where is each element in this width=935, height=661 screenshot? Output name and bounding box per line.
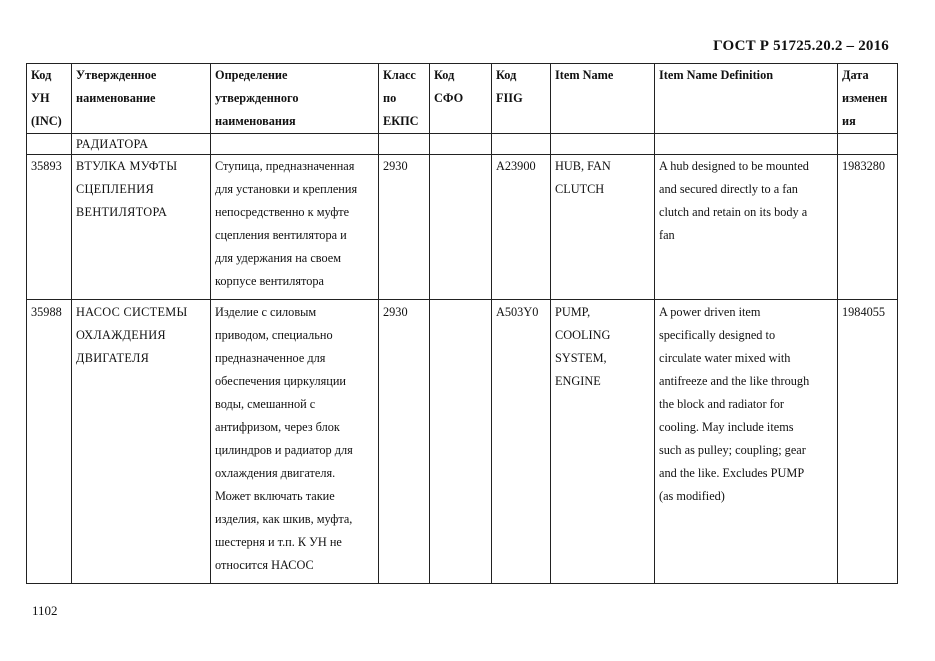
header-fiig: Код FIIG: [492, 64, 551, 134]
cell-item-name: PUMP, COOLING SYSTEM, ENGINE: [551, 300, 655, 584]
cell-class: 2930: [379, 300, 430, 584]
header-date: Дата изменен ия: [838, 64, 898, 134]
header-code: Код УН (INC): [27, 64, 72, 134]
header-definition: Определение утвержденного наименования: [211, 64, 379, 134]
cell-code: [27, 134, 72, 155]
cell-sfo: [430, 300, 492, 584]
cell-fiig: A23900: [492, 155, 551, 300]
cell-item-name: HUB, FAN CLUTCH: [551, 155, 655, 300]
cell-class: 2930: [379, 155, 430, 300]
document-title: ГОСТ Р 51725.20.2 – 2016: [713, 38, 889, 54]
header-item-name-definition: Item Name Definition: [655, 64, 838, 134]
table-row-continuation: [27, 134, 898, 155]
header-sfo: Код СФО: [430, 64, 492, 134]
cell-name: ВТУЛКА МУФТЫ СЦЕПЛЕНИЯ ВЕНТИЛЯТОРА: [72, 155, 211, 300]
cell-sfo: [430, 155, 492, 300]
cell-date: 1984055: [838, 300, 898, 584]
cell-definition: Изделие с силовым приводом, специально предназначенное для обеспечения циркуляции воды, смешанной с антифризом, через блок цилиндров и радиатор для охлаждения двигателя. Может включать такие изделия, как шкив, муфта, шестерня и т.п. К УН не относится НАСОС: [211, 300, 379, 584]
header-approved-name: Утвержденное наименование: [72, 64, 211, 134]
cell-sfo: [430, 134, 492, 155]
cell-code: 35893: [27, 155, 72, 300]
cell-fiig: [492, 134, 551, 155]
page-number: 1102: [32, 603, 58, 618]
cell-definition: Ступица, предназначенная для установки и крепления непосредственно к муфте сцепления вентилятора и для удержания на своем корпусе вентилятора: [211, 155, 379, 300]
cell-date: [838, 134, 898, 155]
cell-name: НАСОС СИСТЕМЫ ОХЛАЖДЕНИЯ ДВИГАТЕЛЯ: [72, 300, 211, 584]
header-item-name: Item Name: [551, 64, 655, 134]
header-class: Класс по ЕКПС: [379, 64, 430, 134]
cell-item-def: [655, 134, 838, 155]
table-header-row: [27, 64, 898, 134]
cell-definition: [211, 134, 379, 155]
cell-item-def: A power driven item specifically designed to circulate water mixed with antifreeze and the like through the block and radiator for cooling. May include items such as pulley; coupling; gear and the like. Excludes PUMP (as modified): [655, 300, 838, 584]
cell-date: 1983280: [838, 155, 898, 300]
table-row: [27, 155, 898, 300]
cell-name: РАДИАТОРА: [72, 134, 211, 155]
cell-code: 35988: [27, 300, 72, 584]
cell-class: [379, 134, 430, 155]
cell-fiig: A503Y0: [492, 300, 551, 584]
cell-item-def: A hub designed to be mounted and secured directly to a fan clutch and retain on its body a fan: [655, 155, 838, 300]
table-row: [27, 300, 898, 584]
cell-item-name: [551, 134, 655, 155]
items-table: [26, 63, 898, 584]
